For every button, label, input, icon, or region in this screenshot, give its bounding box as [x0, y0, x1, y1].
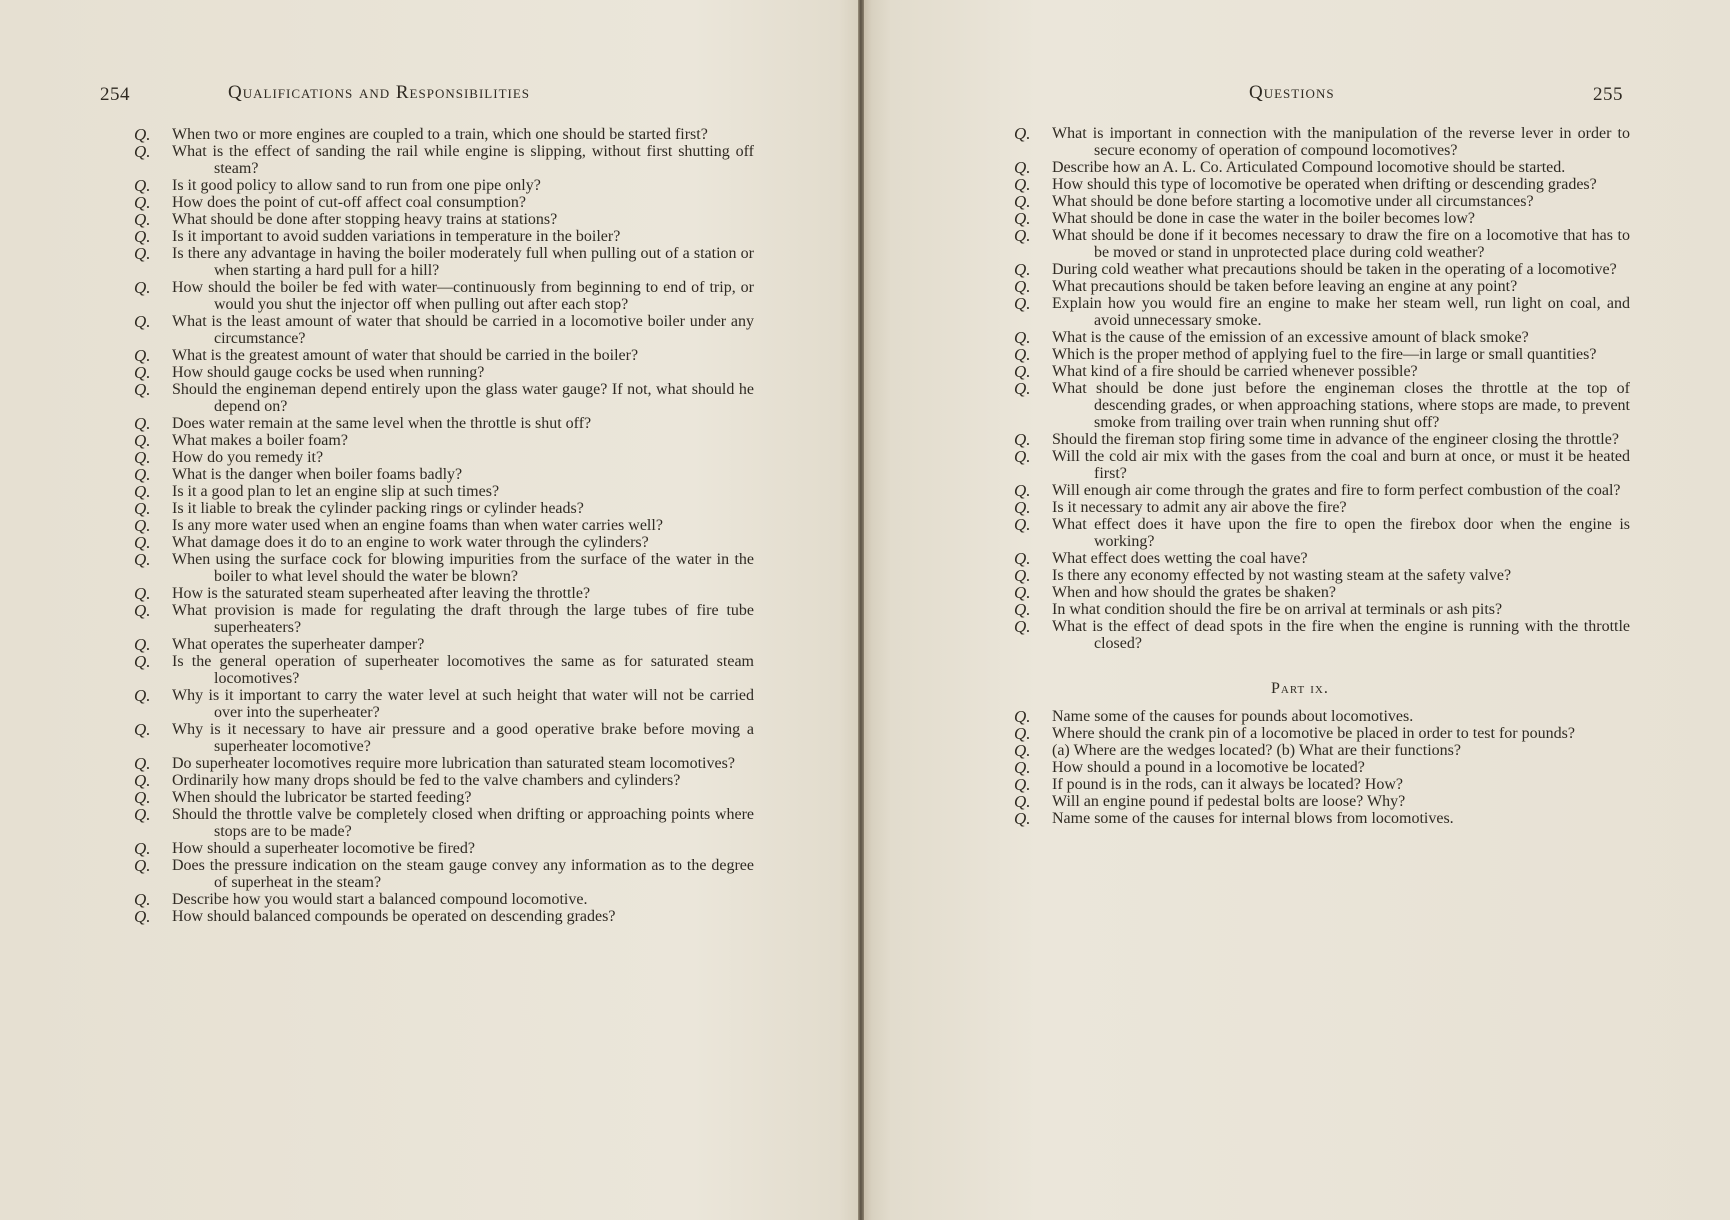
- question-list-right: [1014, 125, 1630, 652]
- question-item: [1014, 261, 1630, 278]
- question-text: What provision is made for regulating the draft through the large tubes of fire tube superheaters?: [172, 602, 754, 636]
- question-item: [1014, 759, 1630, 776]
- question-text: Should the throttle valve be completely closed when drifting or approaching points where stops are to be made?: [172, 806, 754, 840]
- question-text: Do superheater locomotives require more lubrication than saturated steam locomotives?: [172, 755, 735, 772]
- question-item: [134, 211, 754, 228]
- question-item: [1014, 567, 1630, 584]
- left-page: [0, 0, 858, 1220]
- question-text: Why is it important to carry the water level at such height that water will not be carried over into the superheater?: [172, 687, 754, 721]
- question-marker: Q.: [134, 346, 151, 365]
- question-marker: Q.: [134, 584, 151, 603]
- question-text: Will enough air come through the grates and fire to form perfect combustion of the coal?: [1052, 482, 1621, 499]
- question-text: Where should the crank pin of a locomotive be placed in order to test for pounds?: [1052, 725, 1575, 742]
- question-marker: Q.: [1014, 430, 1031, 449]
- question-item: [134, 364, 754, 381]
- question-item: [134, 313, 754, 347]
- question-item: [134, 891, 754, 908]
- question-marker: Q.: [134, 414, 151, 433]
- question-item: [134, 755, 754, 772]
- question-text: How do you remedy it?: [172, 449, 324, 466]
- question-text: How should this type of locomotive be operated when drifting or descending grades?: [1052, 176, 1597, 193]
- question-text: How does the point of cut-off affect coal consumption?: [172, 194, 526, 211]
- question-marker: Q.: [134, 839, 151, 858]
- question-marker: Q.: [1014, 758, 1031, 777]
- question-item: [1014, 601, 1630, 618]
- question-item: [1014, 793, 1630, 810]
- question-item: [1014, 159, 1630, 176]
- question-item: [134, 347, 754, 364]
- question-item: [134, 517, 754, 534]
- question-item: [1014, 550, 1630, 567]
- question-marker: Q.: [134, 193, 151, 212]
- question-marker: Q.: [134, 652, 151, 671]
- question-marker: Q.: [134, 125, 151, 144]
- question-text: Which is the proper method of applying fuel to the fire—in large or small quantities?: [1052, 346, 1597, 363]
- question-text: How should the boiler be fed with water—continuously from beginning to end of trip, or would you shut the injector off when pulling out after each stop?: [172, 279, 754, 313]
- question-text: Explain how you would fire an engine to make her steam well, run light on coal, and avoid unnecessary smoke.: [1052, 295, 1630, 329]
- question-item: [1014, 346, 1630, 363]
- question-text: What operates the superheater damper?: [172, 636, 425, 653]
- question-text: Why is it necessary to have air pressure and a good operative brake before moving a superheater locomotive?: [172, 721, 754, 755]
- question-marker: Q.: [134, 754, 151, 773]
- question-text: What kind of a fire should be carried whenever possible?: [1052, 363, 1418, 380]
- question-text: What should be done after stopping heavy trains at stations?: [172, 211, 558, 228]
- question-item: [134, 415, 754, 432]
- question-marker: Q.: [1014, 707, 1031, 726]
- question-item: [134, 857, 754, 891]
- question-marker: Q.: [134, 516, 151, 535]
- question-marker: Q.: [134, 805, 151, 824]
- question-text: What is the greatest amount of water that should be carried in the boiler?: [172, 347, 639, 364]
- question-marker: Q.: [1014, 600, 1031, 619]
- question-item: [134, 636, 754, 653]
- question-marker: Q.: [1014, 481, 1031, 500]
- question-item: [1014, 278, 1630, 295]
- question-marker: Q.: [134, 465, 151, 484]
- question-text: Is it necessary to admit any air above the fire?: [1052, 499, 1347, 516]
- question-text: What precautions should be taken before leaving an engine at any point?: [1052, 278, 1518, 295]
- question-marker: Q.: [1014, 175, 1031, 194]
- question-text: Does water remain at the same level when the throttle is shut off?: [172, 415, 592, 432]
- question-item: [134, 194, 754, 211]
- question-marker: Q.: [1014, 277, 1031, 296]
- question-item: [1014, 516, 1630, 550]
- question-marker: Q.: [134, 227, 151, 246]
- question-item: [134, 772, 754, 789]
- question-marker: Q.: [1014, 792, 1031, 811]
- question-text: Will the cold air mix with the gases from the coal and burn at once, or must it be heated first?: [1052, 448, 1630, 482]
- question-text: Is there any advantage in having the boiler moderately full when pulling out of a station or when starting a hard pull for a hill?: [172, 245, 754, 279]
- running-head-right: Questions: [1249, 82, 1335, 103]
- question-marker: Q.: [1014, 226, 1031, 245]
- question-text: Name some of the causes for internal blows from locomotives.: [1052, 810, 1454, 827]
- question-text: Does the pressure indication on the steam gauge convey any information as to the degree of superheat in the steam?: [172, 857, 754, 891]
- question-marker: Q.: [1014, 566, 1031, 585]
- question-text: Is any more water used when an engine foams than when water carries well?: [172, 517, 663, 534]
- question-marker: Q.: [134, 142, 151, 161]
- question-text: What is the danger when boiler foams badly?: [172, 466, 463, 483]
- question-text: When two or more engines are coupled to a train, which one should be started first?: [172, 126, 708, 143]
- question-marker: Q.: [1014, 158, 1031, 177]
- running-head-left: Qualifications and Responsibilities: [228, 82, 531, 103]
- question-text: When using the surface cock for blowing impurities from the surface of the water in the boiler to what level should the water be blown?: [172, 551, 754, 585]
- question-item: [134, 789, 754, 806]
- question-text: (a) Where are the wedges located? (b) What are their functions?: [1052, 742, 1461, 759]
- question-marker: Q.: [1014, 724, 1031, 743]
- question-marker: Q.: [134, 244, 151, 263]
- question-marker: Q.: [134, 176, 151, 195]
- question-item: [1014, 742, 1630, 759]
- question-text: Ordinarily how many drops should be fed to the valve chambers and cylinders?: [172, 772, 681, 789]
- question-item: [1014, 584, 1630, 601]
- question-marker: Q.: [134, 312, 151, 331]
- question-item: [1014, 482, 1630, 499]
- question-text: During cold weather what precautions should be taken in the operating of a locomotive?: [1052, 261, 1617, 278]
- question-item: [1014, 193, 1630, 210]
- question-item: [134, 228, 754, 245]
- question-item: [1014, 725, 1630, 742]
- question-item: [1014, 363, 1630, 380]
- question-text: What should be done if it becomes necessary to draw the fire on a locomotive that has to be moved or stand in unprotected place during cold weather?: [1052, 227, 1630, 261]
- question-item: [1014, 448, 1630, 482]
- question-item: [134, 653, 754, 687]
- question-item: [134, 721, 754, 755]
- question-item: [1014, 810, 1630, 827]
- question-item: [134, 381, 754, 415]
- question-item: [1014, 125, 1630, 159]
- question-marker: Q.: [134, 856, 151, 875]
- question-text: What should be done in case the water in the boiler becomes low?: [1052, 210, 1475, 227]
- question-marker: Q.: [1014, 328, 1031, 347]
- question-text: What makes a boiler foam?: [172, 432, 348, 449]
- question-marker: Q.: [134, 550, 151, 569]
- question-item: [1014, 776, 1630, 793]
- question-marker: Q.: [1014, 809, 1031, 828]
- page-number-left: 254: [100, 84, 130, 105]
- question-marker: Q.: [134, 771, 151, 790]
- question-marker: Q.: [1014, 379, 1031, 398]
- question-marker: Q.: [134, 890, 151, 909]
- part-heading: Part ix.: [1271, 680, 1329, 697]
- question-text: Is the general operation of superheater locomotives the same as for saturated steam locomotives?: [172, 653, 754, 687]
- question-text: Is it a good plan to let an engine slip at such times?: [172, 483, 500, 500]
- question-marker: Q.: [1014, 362, 1031, 381]
- question-marker: Q.: [1014, 775, 1031, 794]
- question-item: [1014, 499, 1630, 516]
- question-text: What damage does it do to an engine to work water through the cylinders?: [172, 534, 649, 551]
- question-item: [134, 126, 754, 143]
- question-marker: Q.: [134, 788, 151, 807]
- question-item: [1014, 431, 1630, 448]
- question-text: When should the lubricator be started feeding?: [172, 789, 472, 806]
- question-marker: Q.: [134, 482, 151, 501]
- question-item: [134, 585, 754, 602]
- question-text: What effect does wetting the coal have?: [1052, 550, 1308, 567]
- question-marker: Q.: [1014, 260, 1031, 279]
- question-marker: Q.: [134, 499, 151, 518]
- question-marker: Q.: [1014, 741, 1031, 760]
- question-list-left: [134, 126, 754, 925]
- question-text: How should a pound in a locomotive be located?: [1052, 759, 1365, 776]
- question-text: What is important in connection with the manipulation of the reverse lever in order to secure economy of operation of compound locomotives?: [1052, 125, 1630, 159]
- question-item: [134, 279, 754, 313]
- question-text: Is it liable to break the cylinder packing rings or cylinder heads?: [172, 500, 584, 517]
- question-text: Describe how you would start a balanced compound locomotive.: [172, 891, 588, 908]
- question-text: What is the effect of dead spots in the fire when the engine is running with the throttle closed?: [1052, 618, 1630, 652]
- question-marker: Q.: [1014, 515, 1031, 534]
- question-marker: Q.: [1014, 209, 1031, 228]
- question-marker: Q.: [1014, 345, 1031, 364]
- question-marker: Q.: [134, 448, 151, 467]
- question-text: Describe how an A. L. Co. Articulated Compound locomotive should be started.: [1052, 159, 1566, 176]
- question-marker: Q.: [134, 210, 151, 229]
- question-item: [134, 551, 754, 585]
- page-number-right: 255: [1593, 84, 1623, 105]
- question-item: [1014, 227, 1630, 261]
- question-item: [1014, 708, 1630, 725]
- question-marker: Q.: [134, 363, 151, 382]
- question-item: [134, 245, 754, 279]
- question-marker: Q.: [134, 533, 151, 552]
- question-item: [1014, 329, 1630, 346]
- question-marker: Q.: [1014, 498, 1031, 517]
- question-marker: Q.: [1014, 294, 1031, 313]
- question-list-part-ix: [1014, 708, 1630, 827]
- question-item: [134, 908, 754, 925]
- question-text: Is there any economy effected by not wasting steam at the safety valve?: [1052, 567, 1512, 584]
- question-marker: Q.: [1014, 583, 1031, 602]
- question-item: [134, 177, 754, 194]
- question-text: What should be done just before the engineman closes the throttle at the top of descending grades, or when approaching stations, where stops are made, to prevent smoke from trailing over train when running shut off?: [1052, 380, 1630, 431]
- question-marker: Q.: [134, 635, 151, 654]
- question-item: [134, 806, 754, 840]
- question-text: What is the effect of sanding the rail while engine is slipping, without first shutting off steam?: [172, 143, 754, 177]
- question-item: [1014, 210, 1630, 227]
- question-marker: Q.: [134, 720, 151, 739]
- question-marker: Q.: [1014, 447, 1031, 466]
- question-item: [134, 500, 754, 517]
- question-item: [134, 840, 754, 857]
- question-text: In what condition should the fire be on arrival at terminals or ash pits?: [1052, 601, 1503, 618]
- question-item: [134, 143, 754, 177]
- question-item: [134, 602, 754, 636]
- question-marker: Q.: [1014, 124, 1031, 143]
- question-item: [134, 687, 754, 721]
- question-item: [134, 483, 754, 500]
- question-marker: Q.: [1014, 617, 1031, 636]
- question-item: [134, 449, 754, 466]
- question-item: [1014, 380, 1630, 431]
- question-marker: Q.: [134, 431, 151, 450]
- question-text: When and how should the grates be shaken?: [1052, 584, 1336, 601]
- question-text: How should balanced compounds be operated on descending grades?: [172, 908, 616, 925]
- question-text: What effect does it have upon the fire to open the firebox door when the engine is working?: [1052, 516, 1630, 550]
- question-item: [134, 432, 754, 449]
- question-text: If pound is in the rods, can it always be located? How?: [1052, 776, 1404, 793]
- question-text: Should the engineman depend entirely upon the glass water gauge? If not, what should he depend on?: [172, 381, 754, 415]
- question-text: What is the least amount of water that should be carried in a locomotive boiler under any circumstance?: [172, 313, 754, 347]
- question-text: What is the cause of the emission of an excessive amount of black smoke?: [1052, 329, 1529, 346]
- question-marker: Q.: [134, 380, 151, 399]
- question-marker: Q.: [134, 686, 151, 705]
- question-text: Name some of the causes for pounds about locomotives.: [1052, 708, 1414, 725]
- question-text: Is it important to avoid sudden variations in temperature in the boiler?: [172, 228, 621, 245]
- question-item: [1014, 618, 1630, 652]
- question-item: [1014, 176, 1630, 193]
- question-text: Should the fireman stop firing some time in advance of the engineer closing the throttle?: [1052, 431, 1619, 448]
- question-text: How should gauge cocks be used when running?: [172, 364, 485, 381]
- question-text: What should be done before starting a locomotive under all circumstances?: [1052, 193, 1534, 210]
- question-item: [134, 466, 754, 483]
- question-text: How should a superheater locomotive be fired?: [172, 840, 476, 857]
- question-marker: Q.: [1014, 192, 1031, 211]
- question-text: Will an engine pound if pedestal bolts are loose? Why?: [1052, 793, 1406, 810]
- right-page: [864, 0, 1730, 1220]
- question-text: Is it good policy to allow sand to run from one pipe only?: [172, 177, 541, 194]
- question-marker: Q.: [134, 907, 151, 926]
- question-marker: Q.: [134, 278, 151, 297]
- question-text: How is the saturated steam superheated after leaving the throttle?: [172, 585, 591, 602]
- question-item: [134, 534, 754, 551]
- question-marker: Q.: [134, 601, 151, 620]
- question-marker: Q.: [1014, 549, 1031, 568]
- question-item: [1014, 295, 1630, 329]
